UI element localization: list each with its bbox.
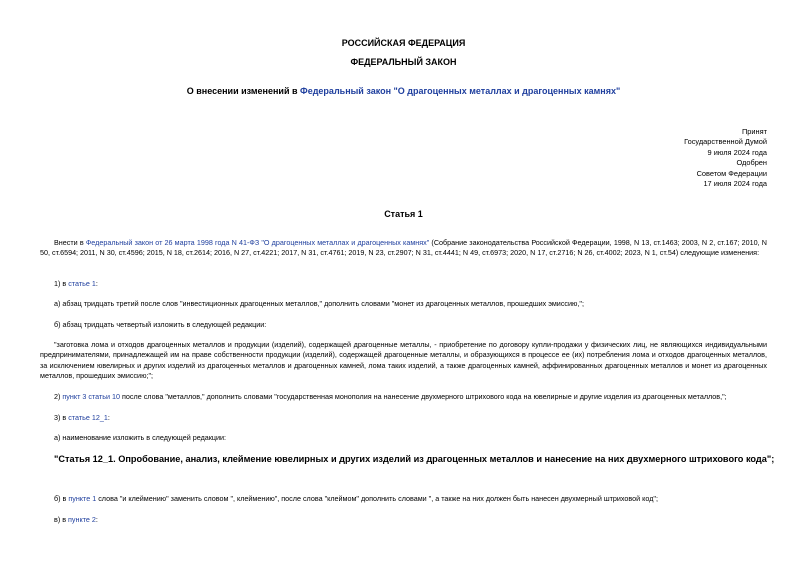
adoption-line: Советом Федерации (696, 168, 767, 178)
intro-paragraph (40, 238, 767, 259)
quote-paragraph: "заготовка лома и отходов драгоценных металлов и продукции (изделий), содержащей драгоценные металлы, - приобретение по договору купли-продажи у физических лиц, не являющихся индивидуальными предпринимателями, принадлежащей им на праве собственности продукции (изделий), содержащей драгоценные металлы, и образующихся в процессе ее (их) потребления лома и отходов драгоценных металлов, за исключением ювелирных и других изделий из драгоценных металлов и драгоценных камней, лома таких изделий, а также драгоценных камней, аффинированных драгоценных металлов и монет из драгоценных металлов, прошедших эмиссию;"; (40, 340, 767, 381)
item-1a: а) абзац тридцать третий после слов "инвестиционных драгоценных металлов," дополнить словами "монет из драгоценных металлов, прошедших эмиссию,"; (54, 299, 584, 308)
item-2 (40, 392, 767, 402)
item-1-prefix: 1) в (54, 279, 69, 288)
item-3b-suffix: слова "и клеймению" заменить словом ", клеймению", после слова "клеймом" дополнить словами ", а также на них должен быть нанесен двухмерный штриховой код"; (96, 494, 658, 503)
country-heading: РОССИЙСКАЯ ФЕДЕРАЦИЯ (341, 38, 466, 48)
item-3b-prefix: б) в (54, 494, 69, 503)
intro-rest: (Собрание законодательства Российской Федерации, 1998, N 13, ст.1463; 2003, N 2, ст.167; 2010, N 50, ст.6594; 2011, N 30, ст.4596; 2015, N 18, ст.2614; 2016, N 27, ст.4221; 2017, N 31, ст.4761; 2019, N 23, ст.2907; N 31, ст.4441; N 49, ст.6973; 2020, N 17, ст.2716; N 26, ст.4002; 2023, N 1, ст.54) следующие изменения: (40, 238, 767, 258)
item-2-link[interactable]: пункт 3 статьи 10 (62, 392, 121, 401)
adoption-block (607, 127, 767, 189)
intro-prefix: Внести в (54, 238, 86, 247)
item-3 (40, 413, 767, 423)
item-3c-link[interactable]: пункте 2 (68, 515, 96, 524)
article-title: Статья 1 (384, 209, 423, 219)
item-2-suffix: после слова "металлов," дополнить словами "государственная монополия на нанесение двухмерного штрихового кода на ювелирные и другие изделия из драгоценных металлов,"; (120, 392, 727, 401)
item-1b: б) абзац тридцать четвертый изложить в следующей редакции: (54, 320, 267, 329)
item-3c-suffix: : (95, 515, 98, 524)
law-title-link[interactable]: Федеральный закон "О драгоценных металлах и драгоценных камнях" (300, 86, 621, 96)
adoption-line: Принят (741, 127, 767, 136)
item-3b-link[interactable]: пункте 1 (68, 494, 97, 503)
law-title (0, 86, 807, 96)
item-3c-prefix: в) в (54, 515, 69, 524)
item-3b (40, 494, 767, 504)
doc-type-heading: ФЕДЕРАЛЬНЫЙ ЗАКОН (350, 57, 457, 67)
item-1-link[interactable]: статье 1 (68, 279, 96, 288)
item-1-suffix: : (95, 279, 98, 288)
item-3-prefix: 3) в (54, 413, 69, 422)
intro-law-link[interactable]: Федеральный закон от 26 марта 1998 года N 41-ФЗ "О драгоценных металлах и драгоценных камнях" (85, 238, 430, 247)
adoption-line: Одобрен (736, 158, 767, 168)
law-title-prefix: О внесении изменений в (186, 86, 301, 96)
item-3c (40, 515, 767, 525)
article-12-1-new-title: "Статья 12_1. Опробование, анализ, клеймение ювелирных и других изделий из драгоценных металлов и нанесение на них двухмерного штрихового кода"; (54, 454, 775, 464)
adoption-line: 9 июля 2024 года (707, 147, 767, 157)
item-3a: а) наименование изложить в следующей редакции: (54, 433, 227, 442)
item-1 (40, 279, 767, 289)
item-2-prefix: 2) (54, 392, 63, 401)
adoption-line: Государственной Думой (684, 137, 767, 147)
item-3-suffix: : (107, 413, 110, 422)
item-3-link[interactable]: статье 12_1 (68, 413, 108, 422)
adoption-line: 17 июля 2024 года (703, 179, 767, 189)
